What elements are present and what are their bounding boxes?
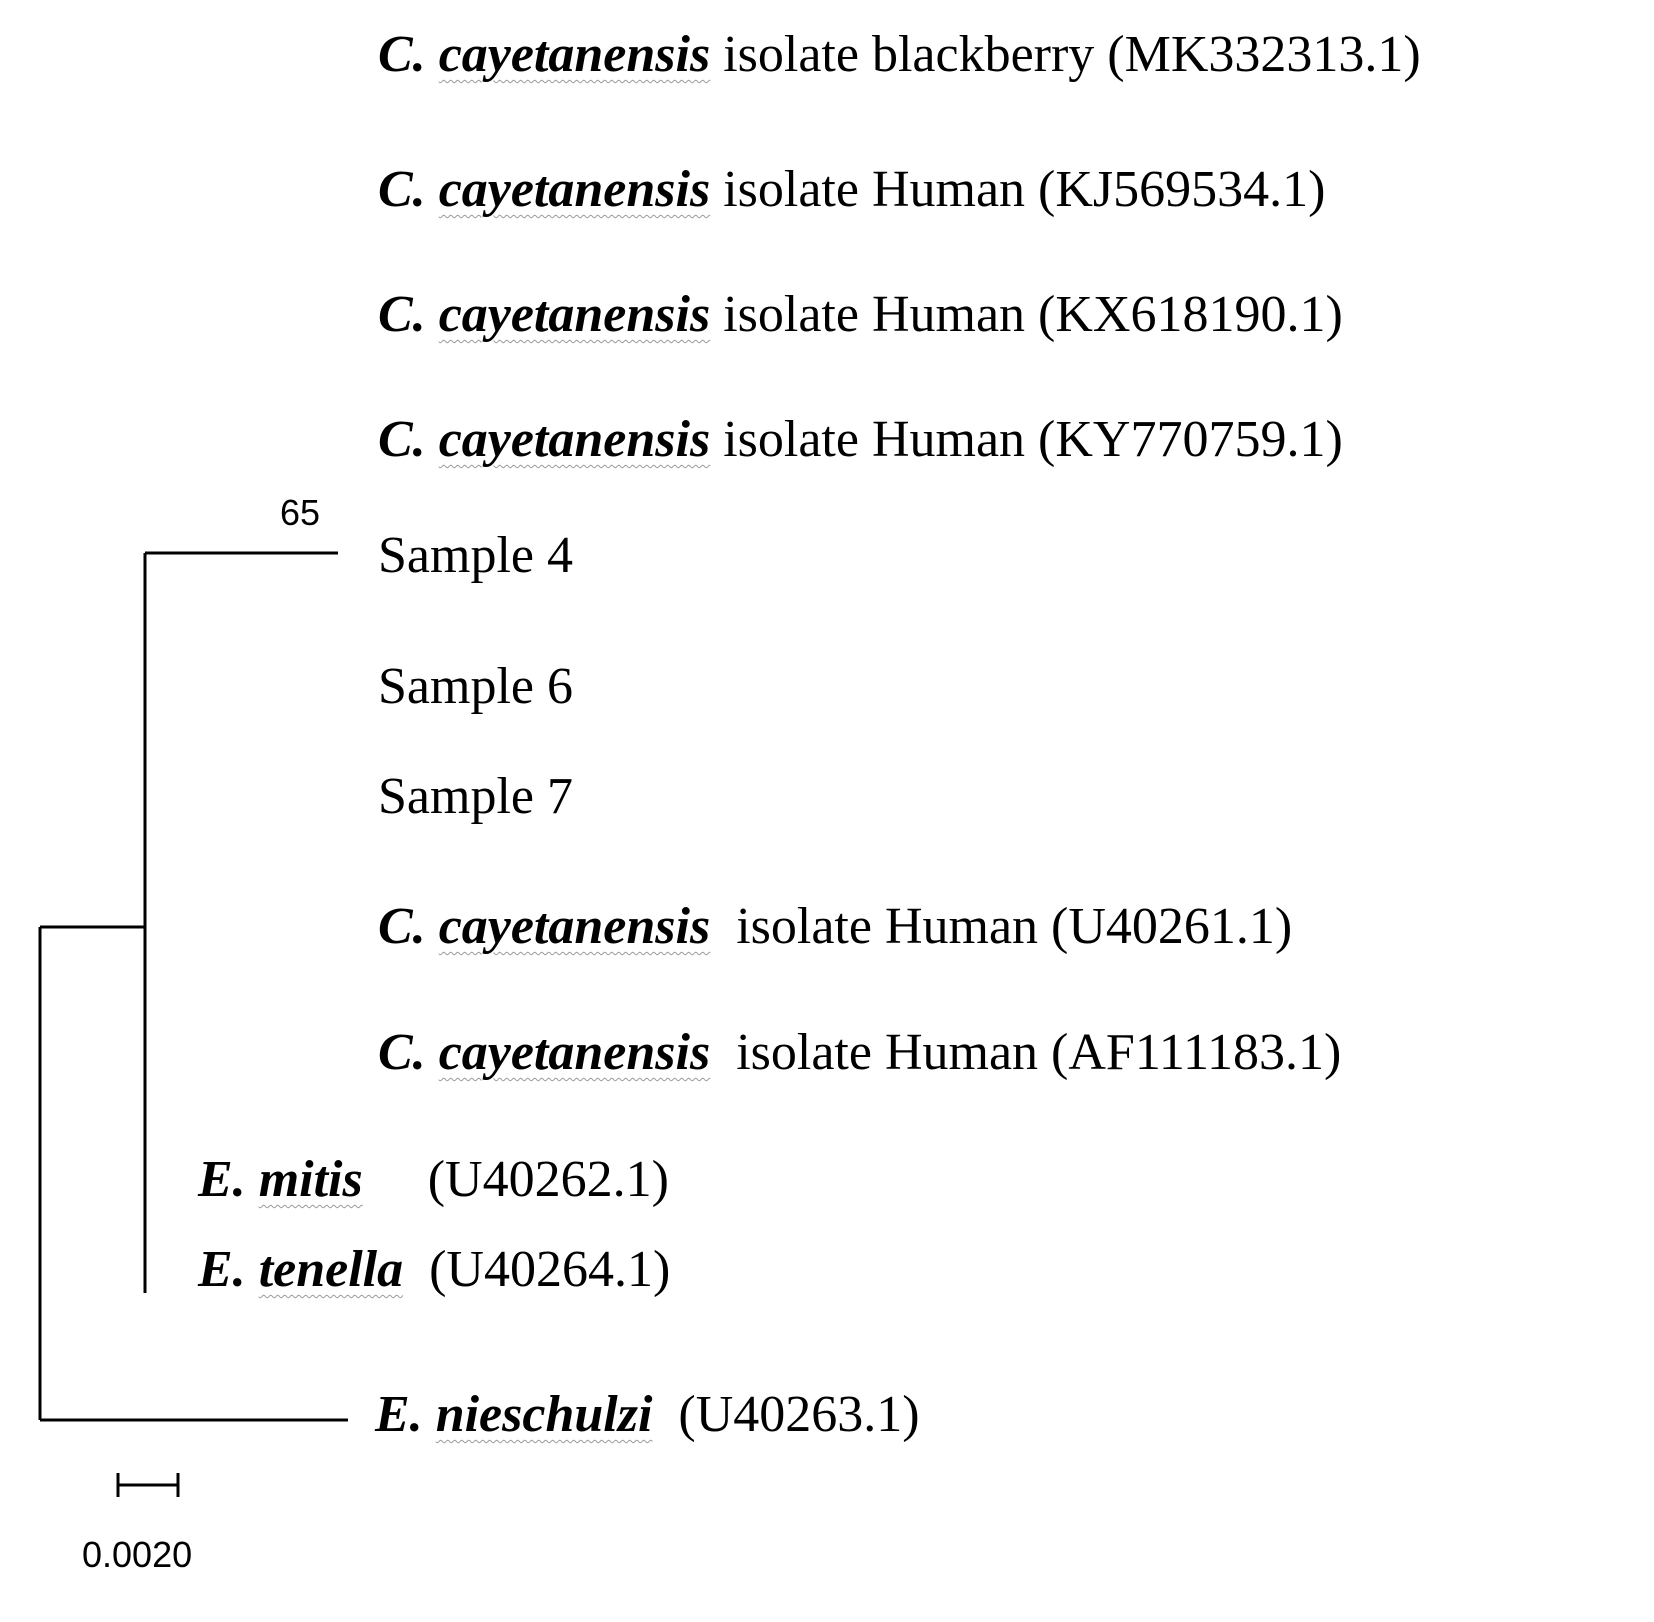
genus-name: E. <box>198 1151 246 1208</box>
leaf-label-mk332313 <box>378 25 1421 85</box>
species-name: cayetanensis <box>438 411 711 468</box>
leaf-description: (U40262.1) <box>362 1151 669 1208</box>
species-name: mitis <box>258 1151 363 1208</box>
genus-name: E. <box>375 1386 423 1443</box>
genus-name: C. <box>378 161 426 218</box>
leaf-label-sample-4 <box>378 526 573 586</box>
leaf-description: (U40263.1) <box>652 1386 920 1443</box>
leaf-description: Sample 7 <box>378 768 573 825</box>
leaf-description: isolate Human (KX618190.1) <box>710 286 1343 343</box>
leaf-description: isolate Human (KJ569534.1) <box>710 161 1326 218</box>
leaf-label-af111183 <box>378 1023 1341 1083</box>
species-name: nieschulzi <box>435 1386 653 1443</box>
leaf-label-sample-7 <box>378 767 573 827</box>
leaf-label-kj569534 <box>378 160 1325 220</box>
leaf-label-kx618190 <box>378 285 1343 345</box>
leaf-description: isolate Human (KY770759.1) <box>710 411 1343 468</box>
species-name: cayetanensis <box>438 161 711 218</box>
genus-name: C. <box>378 1024 426 1081</box>
species-name: cayetanensis <box>438 26 711 83</box>
leaf-description: Sample 6 <box>378 658 573 715</box>
genus-name: C. <box>378 898 426 955</box>
species-name: tenella <box>258 1241 404 1298</box>
leaf-label-ky770759 <box>378 410 1343 470</box>
leaf-description: isolate Human (U40261.1) <box>710 898 1293 955</box>
leaf-label-e-mitis <box>198 1150 669 1210</box>
bootstrap-value: 65 <box>280 492 321 533</box>
species-name: cayetanensis <box>438 1024 711 1081</box>
species-name: cayetanensis <box>438 286 711 343</box>
genus-name: C. <box>378 286 426 343</box>
genus-name: C. <box>378 26 426 83</box>
leaf-description: Sample 4 <box>378 527 573 584</box>
leaf-label-e-tenella <box>198 1240 670 1300</box>
genus-name: C. <box>378 411 426 468</box>
genus-name: E. <box>198 1241 246 1298</box>
species-name: cayetanensis <box>438 898 711 955</box>
leaf-description: isolate blackberry (MK332313.1) <box>710 26 1421 83</box>
leaf-description: isolate Human (AF111183.1) <box>710 1024 1342 1081</box>
scale-bar-label: 0.0020 <box>82 1534 193 1575</box>
leaf-label-u40261 <box>378 897 1292 957</box>
leaf-label-e-nieschulzi <box>375 1385 920 1445</box>
leaf-label-sample-6 <box>378 657 573 717</box>
leaf-description: (U40264.1) <box>403 1241 671 1298</box>
